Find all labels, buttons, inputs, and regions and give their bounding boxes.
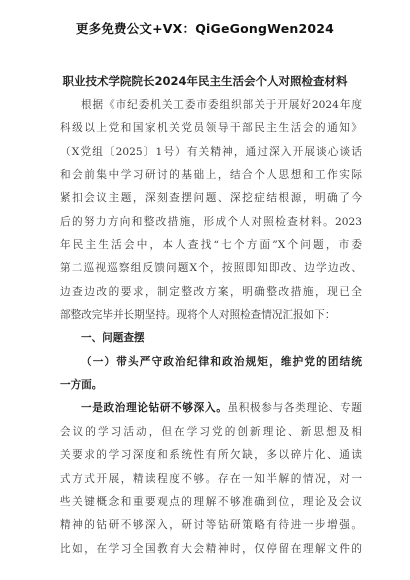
point-lead: 一是政治理论钻研不够深入。 — [81, 402, 228, 415]
document-body — [60, 94, 362, 561]
paragraph-line: 年民主生活会中，本人查找“七个方面”X个问题，市委 — [60, 239, 362, 252]
section-heading: 一、问题查摆 — [81, 332, 145, 345]
document-title: 职业技术学院院长2024年民主生活会个人对照检查材料 — [62, 74, 348, 88]
subsection-heading-cont: 一方面。 — [60, 379, 103, 392]
paragraph-line: 边查边改的要求，制定整改方案，明确整改措施，现已全 — [60, 285, 362, 298]
paragraph-line: 部整改完毕并长期坚持。现将个人对照检查情况汇报如下： — [60, 309, 336, 322]
paragraph-line: 会议的学习活动，但在学习党的创新理论、新思想及相 — [60, 425, 362, 438]
paragraph-line: 式方式开展，精读程度不够。存在一知半解的情况，对一 — [60, 472, 362, 485]
paragraph-line: 后的努力方向和整改措施，形成个人对照检查材料。2023 — [60, 215, 362, 228]
promo-banner: 更多免费公文+VX：QiGeGongWen2024 — [75, 21, 335, 36]
point-text: 虽积极参与各类理论、专题 — [227, 402, 362, 415]
point-line — [60, 397, 362, 420]
paragraph-line: 些关键概念和重要观点的理解不够准确到位，理论及会议 — [60, 495, 362, 508]
paragraph-line: 精神的钻研不够深入，研讨等钻研策略有待进一步增强。 — [60, 519, 362, 532]
subsection-heading: （一）带头严守政治纪律和政治规矩，维护党的团结统 — [81, 355, 362, 368]
paragraph-line: 紧扣会议主题，深刻查摆问题、深挖症结根源，明确了今 — [60, 192, 362, 205]
paragraph-line: 关要求的学习深度和系统性有所欠缺，多以碎片化、通读 — [60, 449, 362, 462]
paragraph-line: 和会前集中学习研讨的基础上，结合个人思想和工作实际 — [60, 169, 362, 182]
paragraph-line: 根据《市纪委机关工委市委组织部关于开展好2024年度 — [81, 99, 362, 111]
paragraph-line: （X党组〔2025〕1号）有关精神，通过深入开展谈心谈话 — [60, 145, 362, 158]
paragraph-line: 第二巡视巡察组反馈问题X个，按照即知即改、边学边改、 — [60, 262, 362, 275]
paragraph-line: 比如，在学习全国教育大会精神时，仅停留在理解文件的 — [60, 542, 362, 555]
paragraph-line: 科级以上党和国家机关党员领导干部民主生活会的通知》 — [60, 122, 362, 135]
